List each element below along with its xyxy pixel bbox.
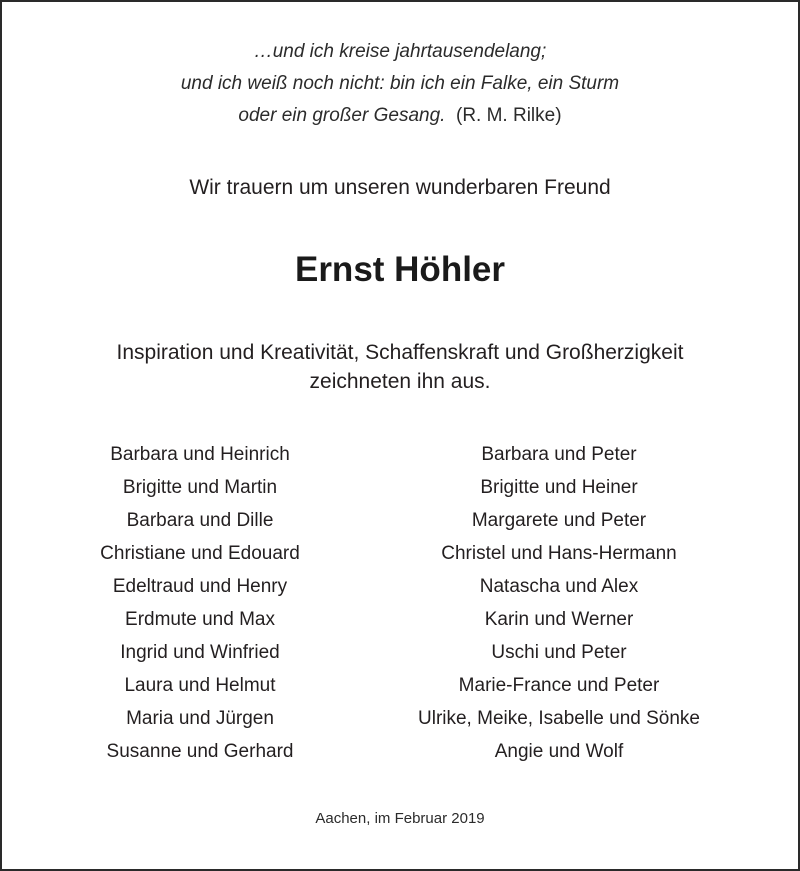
quote-line-3-text: oder ein großer Gesang. <box>238 105 446 126</box>
mourner-entry: Natascha und Alex <box>479 576 639 597</box>
mourner-entry: Barbara und Peter <box>481 444 637 465</box>
mourner-entry: Margarete und Peter <box>471 510 647 531</box>
mourner-entry: Maria und Jürgen <box>126 708 274 729</box>
mourner-entry: Erdmute und Max <box>125 609 275 630</box>
mourners-right-column <box>379 438 739 768</box>
mourner-entry: Ingrid und Winfried <box>120 642 280 663</box>
mourners-left-column <box>20 438 380 768</box>
mourners-list <box>2 438 798 778</box>
mourner-entry: Susanne und Gerhard <box>106 741 294 762</box>
mourner-entry: Edeltraud und Henry <box>112 576 288 597</box>
mourner-entry: Christel und Hans-Hermann <box>441 543 677 564</box>
mourner-entry: Angie und Wolf <box>494 741 624 762</box>
mourner-entry: Laura und Helmut <box>124 675 276 696</box>
place-date: Aachen, im Februar 2019 <box>315 810 485 827</box>
deceased-name: Ernst Höhler <box>294 250 506 289</box>
mourner-entry: Marie-France und Peter <box>458 675 660 696</box>
quote-author: (R. M. Rilke) <box>456 105 562 126</box>
mourner-entry: Uschi und Peter <box>491 642 627 663</box>
mourner-entry: Ulrike, Meike, Isabelle und Sönke <box>418 708 700 729</box>
mourner-entry: Brigitte und Martin <box>122 477 278 498</box>
tribute-line-1: Inspiration und Kreativität, Schaffenskraft und Großherzigkeit <box>116 341 684 364</box>
quote-line-1: …und ich kreise jahrtausendelang; <box>253 41 547 62</box>
mourning-intro: Wir trauern um unseren wunderbaren Freund <box>189 176 611 199</box>
mourner-entry: Barbara und Dille <box>126 510 274 531</box>
quote-line-2: und ich weiß noch nicht: bin ich ein Falke, ein Sturm <box>180 73 620 94</box>
mourner-entry: Karin und Werner <box>484 609 634 630</box>
mourner-entry: Brigitte und Heiner <box>480 477 638 498</box>
quote-line-3 <box>2 100 798 132</box>
mourner-entry: Christiane und Edouard <box>100 543 300 564</box>
mourner-entry: Barbara und Heinrich <box>110 444 290 465</box>
poem-quote <box>2 36 798 132</box>
tribute-line-2: zeichneten ihn aus. <box>309 370 491 393</box>
tribute-text <box>2 338 798 396</box>
